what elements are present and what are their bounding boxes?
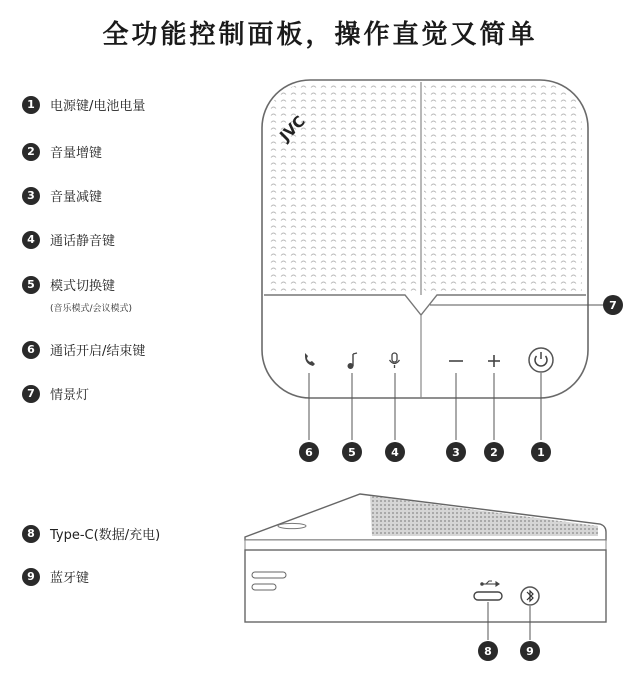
legend-number: 3 xyxy=(22,187,40,205)
callout-3: 3 xyxy=(446,442,466,462)
legend-label: 电源键/电池电量 xyxy=(50,99,146,114)
legend-number: 6 xyxy=(22,341,40,359)
legend-label: 音量减键 xyxy=(50,190,103,205)
legend-number: 5 xyxy=(22,276,40,294)
callout-5: 5 xyxy=(342,442,362,462)
speaker-grille-left xyxy=(268,84,418,292)
callout-1: 1 xyxy=(531,442,551,462)
callout-8: 8 xyxy=(478,641,498,661)
callout-4: 4 xyxy=(385,442,405,462)
legend-number: 2 xyxy=(22,143,40,161)
callout-9: 9 xyxy=(520,641,540,661)
brand-logo: JVC xyxy=(276,112,309,145)
legend-label: 模式切换键 xyxy=(50,279,116,294)
legend-label: Type-C(数据/充电) xyxy=(50,528,161,543)
legend-label: 通话静音键 xyxy=(50,234,116,249)
typec-port xyxy=(474,592,502,600)
device-side-view xyxy=(245,494,606,622)
legend-label: 蓝牙键 xyxy=(50,571,90,586)
legend-number: 1 xyxy=(22,96,40,114)
callout-7: 7 xyxy=(603,295,623,315)
legend-number: 4 xyxy=(22,231,40,249)
legend-label: 音量增键 xyxy=(50,146,103,161)
legend-number: 8 xyxy=(22,525,40,543)
legend-label: 通话开启/结束键 xyxy=(50,344,146,359)
legend-number: 9 xyxy=(22,568,40,586)
page-title: 全功能控制面板，操作直觉又简单 xyxy=(102,20,538,50)
legend-note-mode: (音乐模式/会议模式) xyxy=(50,304,133,314)
legend-number: 7 xyxy=(22,385,40,403)
power-icon xyxy=(529,348,553,372)
legend-label: 情景灯 xyxy=(50,388,90,403)
side-grille xyxy=(370,496,598,536)
speaker-grille-right xyxy=(424,84,582,292)
callout-6: 6 xyxy=(299,442,319,462)
callout-2: 2 xyxy=(484,442,504,462)
